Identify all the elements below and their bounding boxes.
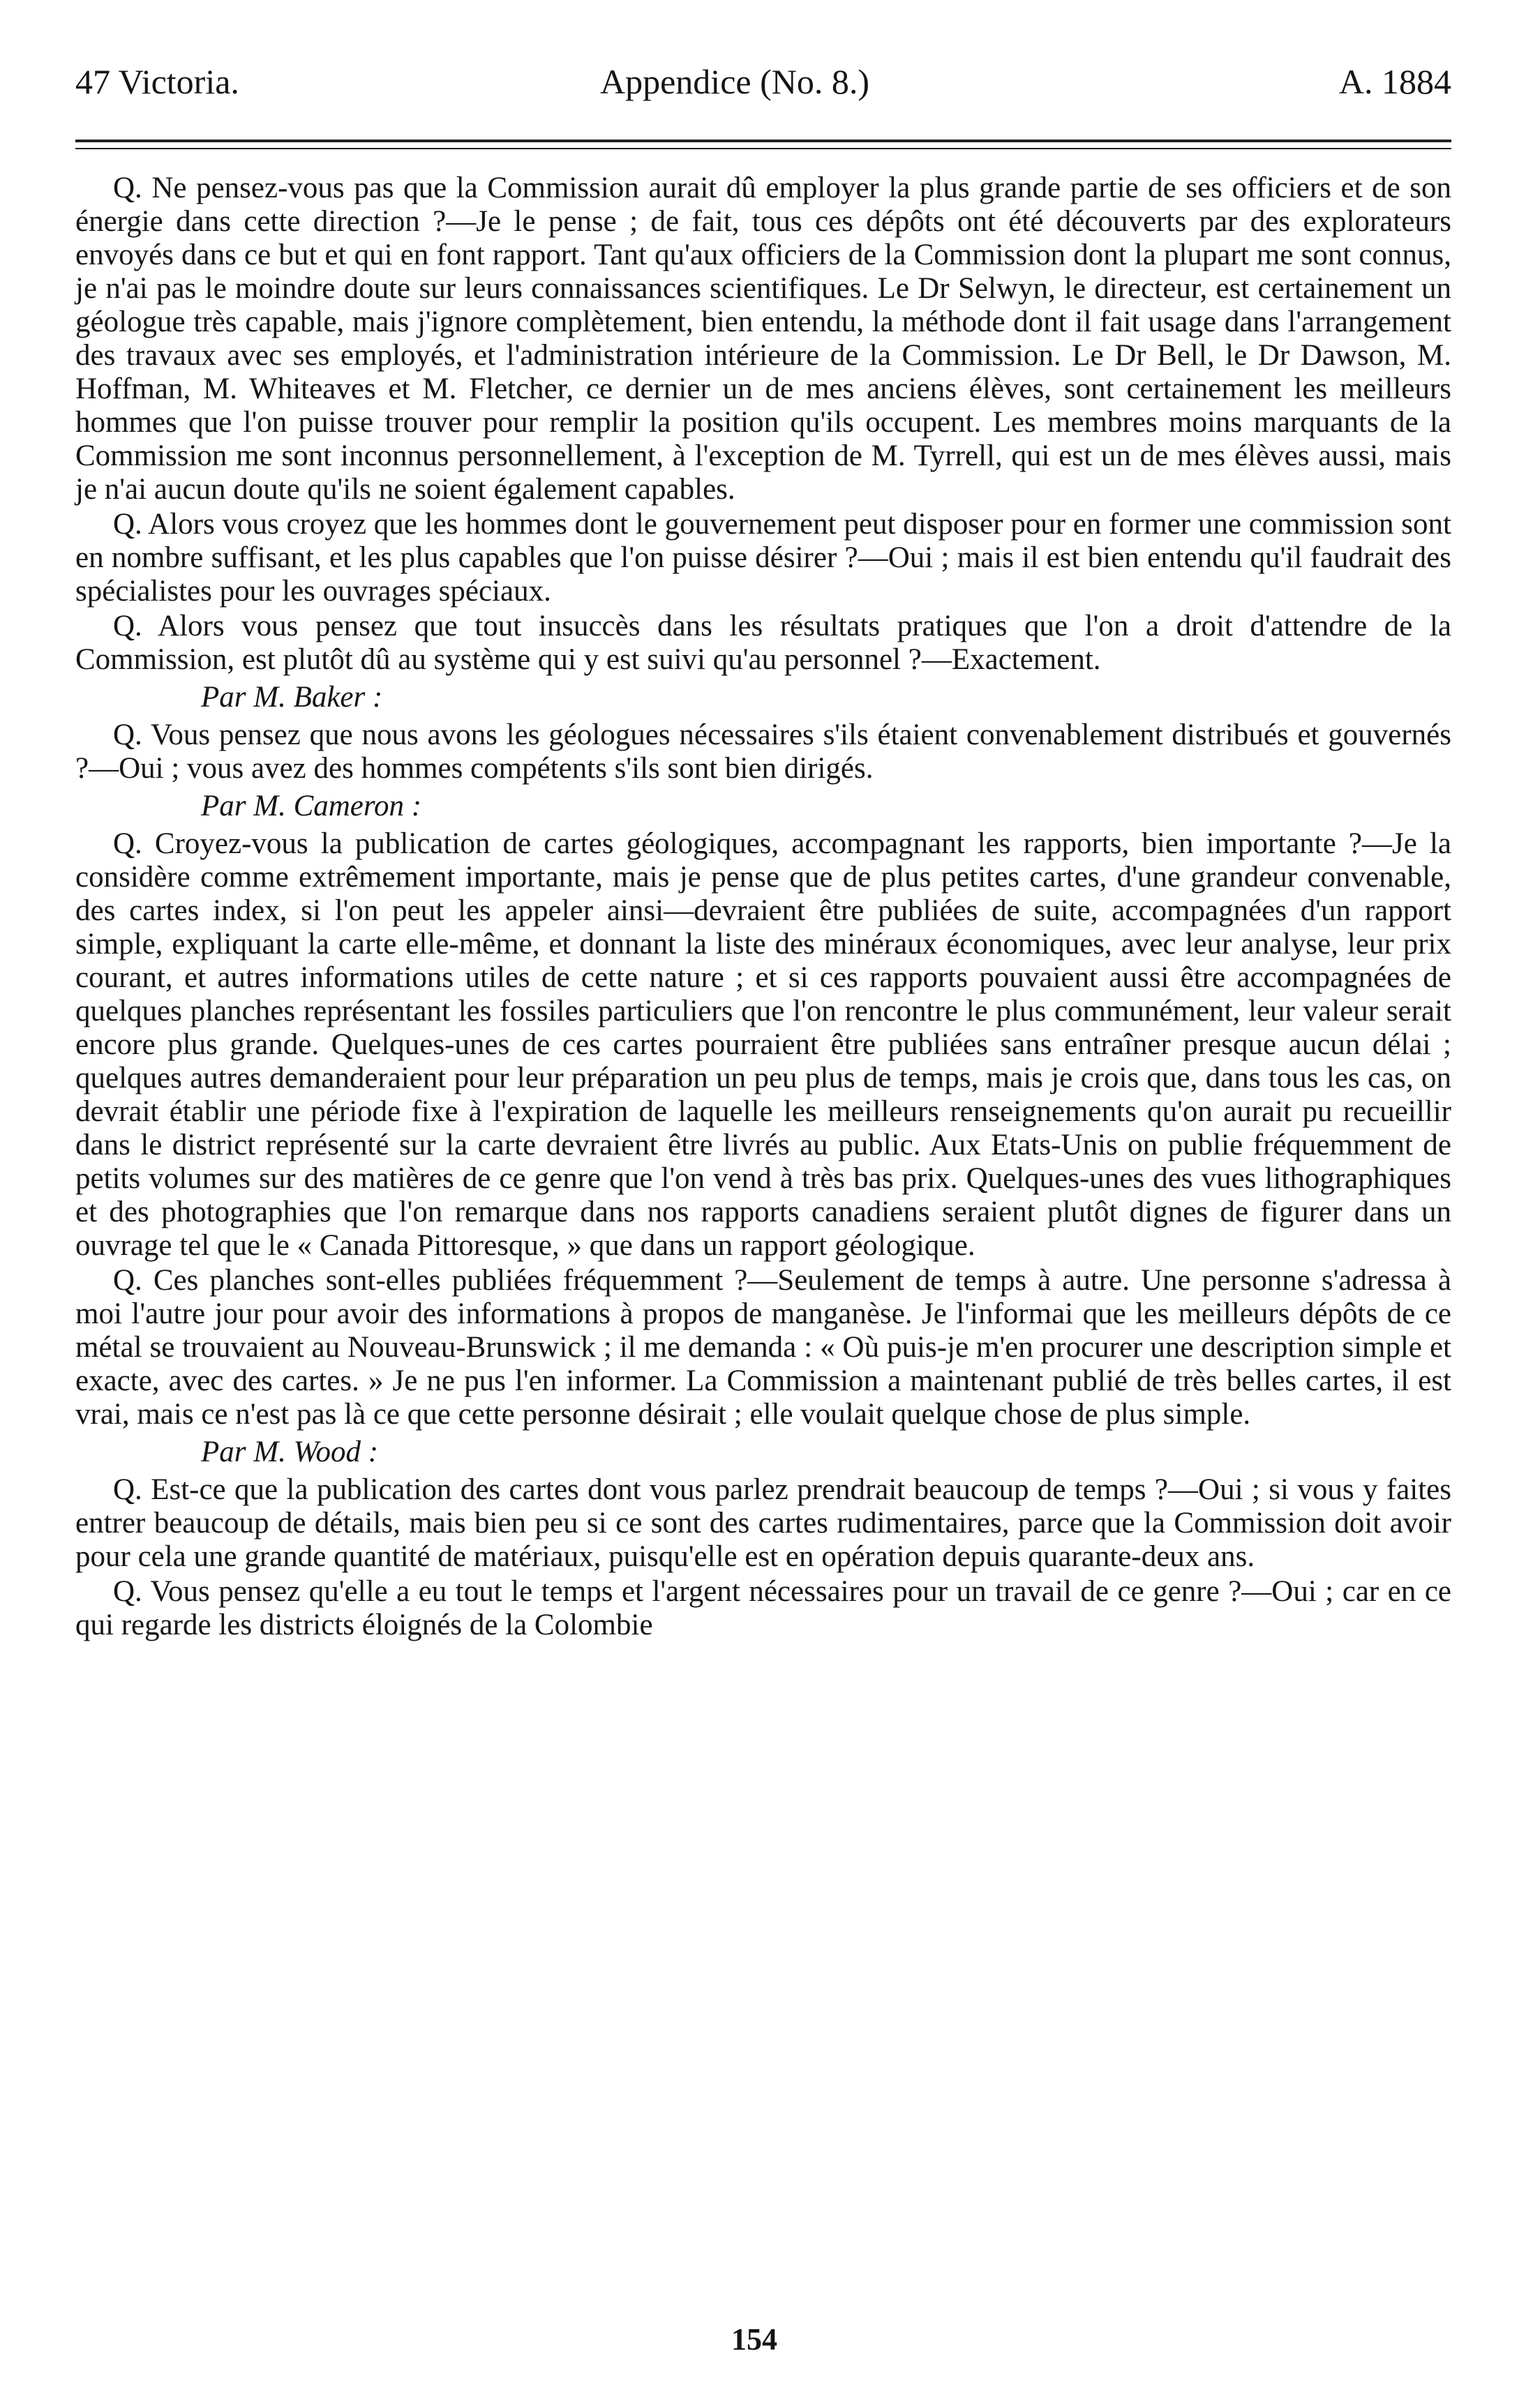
paragraph-2: Q. Alors vous croyez que les hommes dont le gouvernement peut disposer pour en former une commission sont en nombre suffisant, et les plus capables que l'on puisse désirer ?—Oui ; mais il est bien entendu qu'il faudrait des spécialistes pour les ouvrages spéciaux. [75,508,1451,608]
header-rule-thin [75,148,1451,149]
header-year: A. 1884 [1338,62,1451,101]
header-appendix: Appendice (No. 8.) [600,62,869,101]
running-header [75,61,1451,110]
paragraph-7: Q. Est-ce que la publication des cartes dont vous parlez prendrait beaucoup de temps ?—Oui ; si vous y faites entrer beaucoup de détails, mais bien peu si ce sont des cartes rudimentaires, parce que la Commission doit avoir pour cela une grande quantité de matériaux, puisqu'elle est en opération depuis quarante-deux ans. [75,1473,1451,1573]
paragraph-1: Q. Ne pensez-vous pas que la Commission aurait dû employer la plus grande partie de ses officiers et de son énergie dans cette direction ?—Je le pense ; de fait, tous ces dépôts ont été découverts par des explorateurs envoyés dans ce but et qui en font rapport. Tant qu'aux officiers de la Commission dont la plupart me sont connus, je n'ai pas le moindre doute sur leurs connaissances scientifiques. Le Dr Selwyn, le directeur, est certainement un géologue très capable, mais j'ignore complètement, bien entendu, la méthode dont il fait usage dans l'arrangement des travaux avec ses employés, et l'administration intérieure de la Commission. Le Dr Bell, le Dr Dawson, M. Hoffman, M. Whiteaves et M. Fletcher, ce dernier un de mes anciens élèves, sont certainement les meilleurs hommes que l'on puisse trouver pour remplir la position qu'ils occupent. Les membres moins marquants de la Commission me sont inconnus personnellement, à l'exception de M. Tyrrell, qui est un de mes élèves aussi, mais je n'ai aucun doute qu'ils ne soient également capables. [75,172,1451,506]
body-text [75,172,1451,1643]
speaker-heading-baker: Par M. Baker : [201,681,383,714]
paragraph-5: Q. Croyez-vous la publication de cartes géologiques, accompagnant les rapports, bien importante ?—Je la considère comme extrêmement importante, mais je pense que de plus petites cartes, d'une grandeur convenable, des cartes index, si l'on peut les appeler ainsi—devraient être publiées de suite, accompagnées d'un rapport simple, expliquant la carte elle-même, et donnant la liste des minéraux économiques, avec leur analyse, leur prix courant, et autres informations utiles de cette nature ; et si ces rapports pouvaient aussi être accompagnées de quelques planches représentant les fossiles particuliers que l'on rencontre le plus communément, leur valeur serait encore plus grande. Quelques-unes de ces cartes pourraient être publiées sans entraîner presque aucun délai ; quelques autres demanderaient pour leur préparation un peu plus de temps, mais je crois que, dans tous les cas, on devrait établir une période fixe à l'expiration de laquelle les meilleurs renseignements qu'on aurait pu recueillir dans le district représenté sur la carte devraient être livrés au public. Aux Etats-Unis on publie fréquemment de petits volumes sur des matières de ce genre que l'on vend à très bas prix. Quelques-unes des vues lithographiques et des photographies que l'on remarque dans nos rapports canadiens seraient plutôt dignes de figurer dans un ouvrage tel que le « Canada Pittoresque, » que dans un rapport géologique. [75,827,1451,1262]
speaker-heading-cameron: Par M. Cameron : [201,790,422,822]
paragraph-4: Q. Vous pensez que nous avons les géologues nécessaires s'ils étaient convenablement distribués et gouvernés ?—Oui ; vous avez des hommes compétents s'ils sont bien dirigés. [75,718,1451,785]
paragraph-6: Q. Ces planches sont-elles publiées fréquemment ?—Seulement de temps à autre. Une personne s'adressa à moi l'autre jour pour avoir des informations à propos de manganèse. Je l'informai que les meilleurs dépôts de ce métal se trouvaient au Nouveau-Brunswick ; il me demanda : « Où puis-je m'en procurer une description simple et exacte, avec des cartes. » Je ne pus l'en informer. La Commission a maintenant publié de très belles cartes, il est vrai, mais ce n'est pas là ce que cette personne désirait ; elle voulait quelque chose de plus simple. [75,1264,1451,1431]
page-number: 154 [731,2322,777,2356]
header-rule-thick [75,140,1451,142]
speaker-heading-wood: Par M. Wood : [201,1436,379,1468]
paragraph-3: Q. Alors vous pensez que tout insuccès dans les résultats pratiques que l'on a droit d'attendre de la Commission, est plutôt dû au système qui y est suivi qu'au personnel ?—Exactement. [75,610,1451,676]
paragraph-8: Q. Vous pensez qu'elle a eu tout le temps et l'argent nécessaires pour un travail de ce genre ?—Oui ; car en ce qui regarde les districts éloignés de la Colombie [75,1575,1451,1641]
header-session: 47 Victoria. [75,62,239,101]
